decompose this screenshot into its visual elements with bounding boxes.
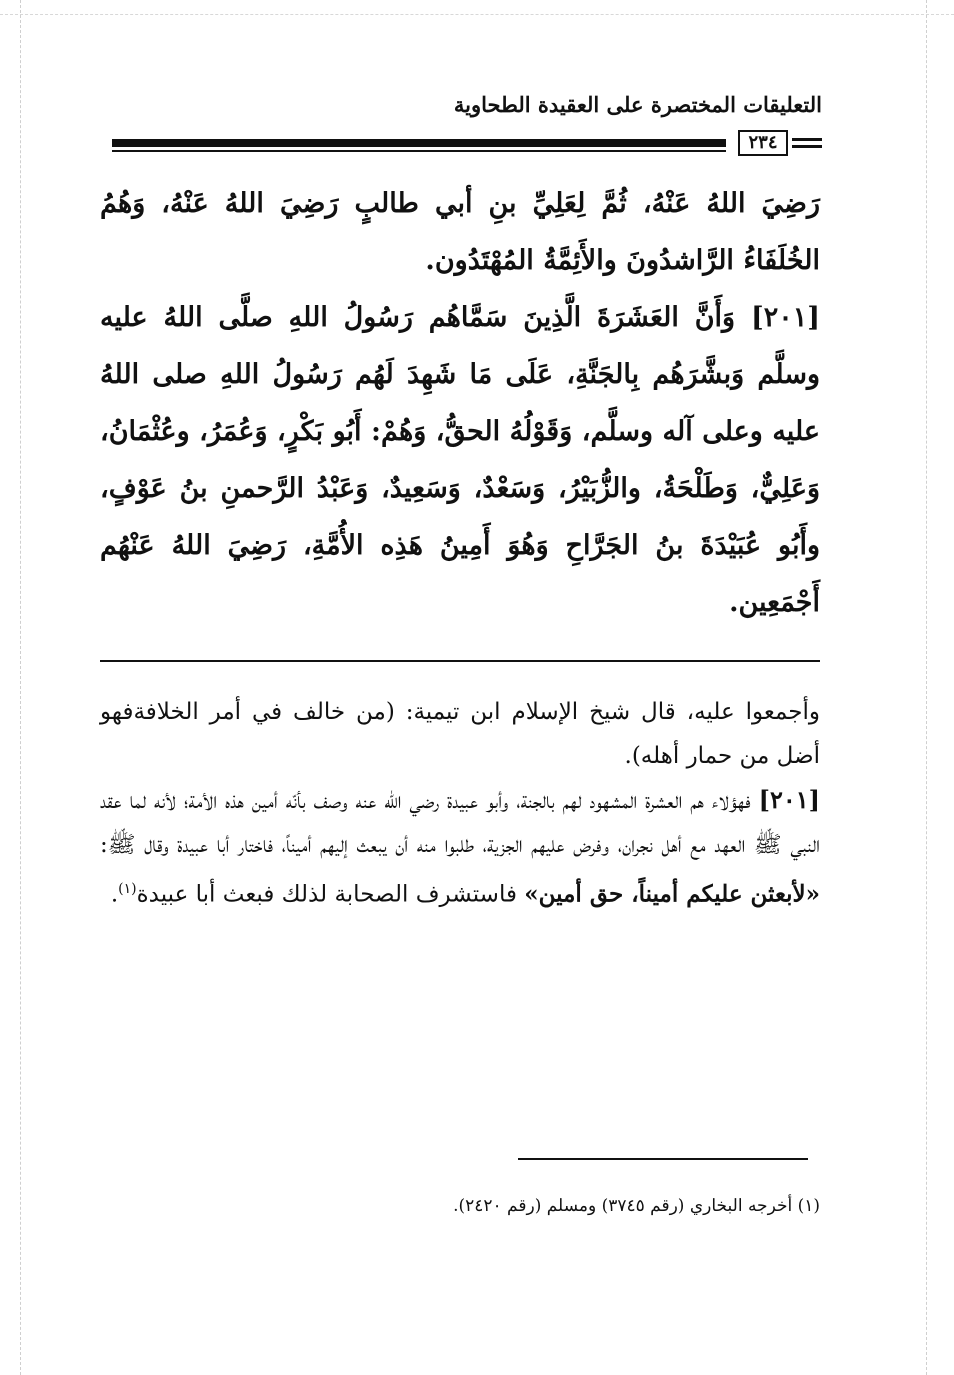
margin-guide-top — [0, 14, 954, 15]
margin-guide-right — [926, 0, 927, 1375]
commentary-intro: وأجمعوا عليه، قال شيخ الإسلام ابن تيمية: (من خالف في أمر الخلافةفهو أضل من حمار أهله). — [100, 699, 820, 769]
commentary-closing: . — [110, 881, 119, 908]
page-number: ٢٣٤ — [738, 130, 788, 156]
header-rule-thick — [112, 139, 726, 147]
footnote-text: (١) أخرجه البخاري (رقم ٣٧٤٥) ومسلم (رقم ٢٤٢٠). — [453, 1196, 820, 1216]
footnote-marker: (١) — [118, 881, 137, 897]
commentary-paragraph — [100, 778, 820, 917]
running-header-title: التعليقات المختصرة على العقيدة الطحاوية — [453, 92, 822, 117]
hadith-quote: «لأبعثن عليكم أميناً، حق أمين» — [524, 880, 820, 908]
commentary-reference-number: [٢٠١] — [758, 785, 820, 814]
paragraph-text: وَأَنَّ العَشَرَةَ الَّذِينَ سَمَّاهُم رَسُولُ اللهِ صلَّى اللهُ عليه وسلَّم وَبشَّرَهُم بِالجَنَّةِ، عَلَى مَا شَهِدَ لَهُم رَسُولُ اللهِ صلى اللهُ عليه وعلى آله وسلَّم، وَقَوْلُهُ الحقُّ، وَهُمْ: أَبُو بَكْرٍ، وَعُمَرُ، وعُثْمَانُ، وَعَلِيٌّ، وَطَلْحَةُ، والزُّبَيْرُ، وَسَعْدٌ، وَسَعِيدٌ، وَعَبْدُ الرَّحمنِ بنُ عَوْفٍ، وأَبُو عُبَيْدَةَ بنُ الجَرَّاحِ وَهُوَ أَمِينُ هَذِه الأُمَّةِ، رَضِيَ اللهُ عَنْهُم أَجْمَعِين. — [100, 302, 820, 618]
commentary-separator — [100, 660, 820, 662]
main-text-continuation: رَضِيَ اللهُ عَنْهُ، ثُمَّ لِعَلِيِّ بنِ أبي طالبٍ رَضِيَ اللهُ عَنْهُ، وَهُمُ الخُلَفَاءُ الرَّاشدُونَ والأَئِمَّةُ المُهْتَدُون. — [100, 188, 820, 276]
footnote-rule — [518, 1158, 808, 1160]
header-ornament — [792, 138, 822, 154]
main-text-paragraph — [100, 289, 820, 631]
commentary-text — [100, 690, 820, 917]
commentary-body-end: فاستشرف الصحابة لذلك فبعث أبا عبيدة — [136, 881, 517, 908]
header-rule-thin — [112, 150, 726, 152]
paragraph-number: [٢٠١] — [750, 302, 821, 333]
commentary-body-start: فهؤلاء هم العشرة المشهود لهم بالجنة، وأبو عبيدة رضي الله عنه وصف بأنّه أمين هذه الأمة؛ لأنه لما عقد النبي ﷺ العهد مع أهل نجران، وفرض عليهم الجزية، طلبوا منه أن يبعث إليهم أميناً، فاختار أبا عبيدة وقال ﷺ: — [100, 788, 820, 858]
margin-guide-left — [20, 0, 21, 1375]
main-text — [100, 175, 820, 631]
